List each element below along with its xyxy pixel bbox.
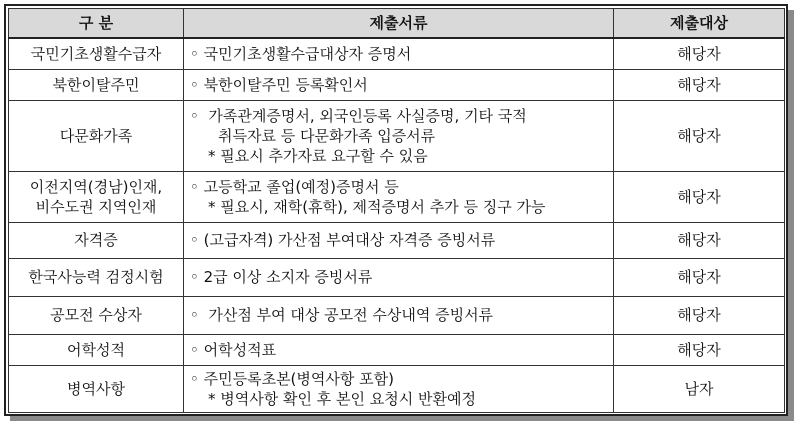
frame-shadow-right: [788, 10, 794, 420]
document-line: ◦ 가산점 부여 대상 공모전 수상내역 증빙서류: [190, 306, 494, 324]
table-row: [9, 69, 785, 100]
document-line: 취득자료 등 다문화가족 입증서류: [218, 126, 436, 145]
document-line: ◦ 주민등록초본(병역사항 포함): [190, 369, 394, 388]
category-cell: [9, 365, 184, 412]
document-line: ◦ 어학성적표: [190, 340, 277, 359]
category-text: 이전지역(경남)인재,: [29, 177, 163, 196]
category-cell: [9, 171, 184, 222]
target-cell: 해당자: [614, 334, 785, 365]
target-cell: 해당자: [614, 38, 785, 69]
document-line: * 병역사항 확인 후 본인 요청시 반환예정: [208, 389, 476, 408]
target-cell: 해당자: [614, 222, 785, 258]
document-line: * 필요시, 재학(휴학), 제적증명서 추가 등 징구 가능: [208, 197, 546, 216]
documents-cell: [184, 38, 614, 69]
category-cell: [9, 38, 184, 69]
header-category: 구 분: [9, 9, 184, 39]
category-cell: [9, 100, 184, 171]
table-row: [9, 365, 785, 412]
frame-shadow-bottom: [10, 416, 794, 421]
documents-cell: [184, 100, 614, 171]
documents-cell: [184, 222, 614, 258]
document-line: ◦ 국민기초생활수급대상자 증명서: [190, 44, 412, 63]
table-row: [9, 296, 785, 334]
table-row: [9, 171, 785, 222]
target-cell: 남자: [614, 365, 785, 412]
category-cell: [9, 222, 184, 258]
category-cell: [9, 334, 184, 365]
category-text: 어학성적: [67, 340, 125, 359]
documents-cell: [184, 296, 614, 334]
category-cell: [9, 69, 184, 100]
document-line: * 필요시 추가자료 요구할 수 있음: [208, 146, 428, 165]
documents-cell: [184, 171, 614, 222]
table-row: [9, 258, 785, 296]
documents-cell: [184, 258, 614, 296]
category-text: 북한이탈주민: [52, 75, 140, 94]
category-text: 비수도권 지역인재: [35, 197, 157, 216]
target-cell: 해당자: [614, 100, 785, 171]
table-row: [9, 222, 785, 258]
documents-cell: [184, 69, 614, 100]
document-table-frame: [4, 4, 788, 416]
document-line: ◦ 가족관계증명서, 외국인등록 사실증명, 기타 국적: [190, 106, 527, 125]
category-cell: [9, 296, 184, 334]
category-text: 다문화가족: [59, 126, 133, 145]
table-row: [9, 38, 785, 69]
header-documents: 제출서류: [184, 9, 614, 39]
target-cell: 해당자: [614, 296, 785, 334]
document-line: ◦ 2급 이상 소지자 증빙서류: [190, 268, 373, 286]
target-cell: 해당자: [614, 171, 785, 222]
documents-cell: [184, 334, 614, 365]
header-target: 제출대상: [614, 9, 785, 39]
category-text: 한국사능력 검정시험: [28, 268, 164, 286]
table-header-row: [9, 9, 785, 39]
category-text: 병역사항: [67, 379, 125, 398]
table-row: [9, 334, 785, 365]
category-text: 국민기초생활수급자: [30, 44, 162, 63]
category-cell: [9, 258, 184, 296]
submission-documents-table: [8, 8, 785, 413]
document-line: ◦ 북한이탈주민 등록확인서: [190, 75, 368, 94]
category-text: 공모전 수상자: [50, 306, 142, 324]
target-cell: 해당자: [614, 69, 785, 100]
target-cell: 해당자: [614, 258, 785, 296]
document-line: ◦ 고등학교 졸업(예정)증명서 등: [190, 177, 399, 196]
category-text: 자격증: [74, 231, 118, 249]
table-row: [9, 100, 785, 171]
document-line: ◦ (고급자격) 가산점 부여대상 자격증 증빙서류: [190, 231, 496, 249]
documents-cell: [184, 365, 614, 412]
